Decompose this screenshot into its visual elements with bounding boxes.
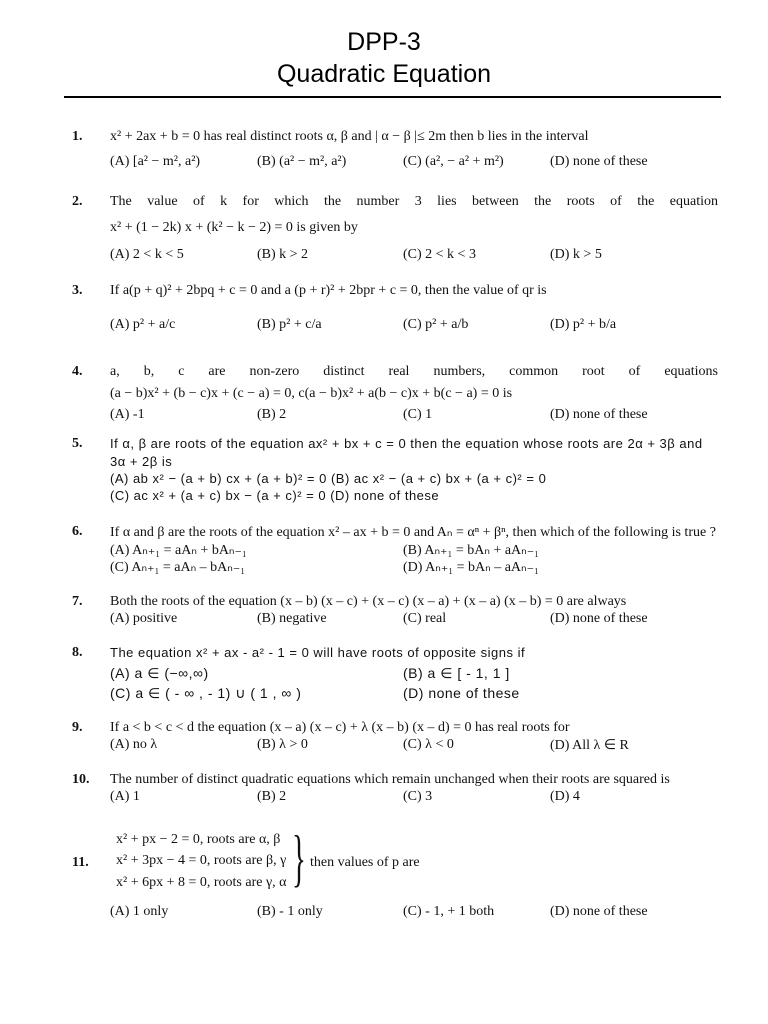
question-text: a, b, c are non-zero distinct real numbers, common root of equations [110,364,718,379]
option-d: (D) 4 [550,789,580,804]
option-a: (A) 1 only [110,904,169,919]
option-a: (A) positive [110,611,178,626]
option-a: (A) -1 [110,407,145,422]
options-a-b: (A) ab x² − (a + b) cx + (a + b)² = 0 (B) ac x² − (a + c) bx + (a + c)² = 0 [110,471,547,486]
option-c: (C) real [403,611,447,626]
option-a: (A) [a² − m², a²) [110,154,201,169]
option-d: (D) Aₙ₊₁ = bAₙ – aAₙ₋₁ [403,560,539,575]
question-text: If α, β are roots of the equation ax² + bx + c = 0 then the equation whose roots are 2α + 3β and [110,436,703,451]
question-text: If a < b < c < d the equation (x – a) (x – c) + λ (x – b) (x – d) = 0 has real roots for [110,720,570,735]
option-c: (C) (a², − a² + m²) [403,154,504,169]
option-b: (B) 2 [257,789,287,804]
question-number: 5. [72,436,83,451]
option-c: (C) Aₙ₊₁ = aAₙ – bAₙ₋₁ [110,560,246,575]
page-subtitle: Quadratic Equation [276,60,492,88]
option-a: (A) 1 [110,789,140,804]
equation-line: x² + px − 2 = 0, roots are α, β [116,832,281,847]
equation-line: x² + 6px + 8 = 0, roots are γ, α [116,875,287,890]
question-number: 6. [72,524,83,539]
option-b: (B) k > 2 [257,247,309,262]
question-number: 8. [72,645,83,660]
option-a: (A) no λ [110,737,158,752]
option-d: (D) p² + b/a [550,317,617,332]
option-d: (D) none of these [550,407,648,422]
option-b: (B) p² + c/a [257,317,322,332]
option-b: (B) a ∈ [ - 1, 1 ] [403,665,510,681]
option-b: (B) Aₙ₊₁ = bAₙ + aAₙ₋₁ [403,543,540,558]
question-number: 2. [72,194,83,209]
option-a: (A) 2 < k < 5 [110,247,184,262]
option-b: (B) (a² − m², a²) [257,154,347,169]
question-number: 1. [72,129,83,144]
option-d: (D) k > 5 [550,247,602,262]
option-d: (D) none of these [550,154,648,169]
question-text: 3α + 2β is [110,454,173,469]
option-d: (D) All λ ∈ R [550,738,629,753]
question-text: (a − b)x² + (b − c)x + (c − a) = 0, c(a − b)x² + a(b − c)x + b(c − a) = 0 is [110,386,513,401]
option-d: (D) none of these [550,611,648,626]
question-number: 11. [72,855,89,870]
option-a: (A) Aₙ₊₁ = aAₙ + bAₙ₋₁ [110,543,247,558]
question-number: 10. [72,772,90,787]
option-b: (B) 2 [257,407,287,422]
question-text: x² + (1 − 2k) x + (k² − k − 2) = 0 is given by [110,220,358,235]
question-text: If α and β are the roots of the equation x² – ax + b = 0 and Aₙ = αⁿ + βⁿ, then which of the following is true ? [110,525,716,540]
option-d: (D) none of these [403,685,520,701]
option-b: (B) negative [257,611,327,626]
question-text: The equation x² + ax - a² - 1 = 0 will have roots of opposite signs if [110,645,526,660]
option-c: (C) a ∈ ( - ∞ , - 1) ∪ ( 1 , ∞ ) [110,685,302,701]
question-number: 7. [72,594,83,609]
question-text: The value of k for which the number 3 lies between the roots of the equation [110,194,718,209]
option-b: (B) λ > 0 [257,737,308,752]
right-brace: } [292,822,306,893]
options-c-d: (C) ac x² + (a + c) bx − (a + c)² = 0 (D) none of these [110,488,440,503]
option-c: (C) 3 [403,789,433,804]
option-c: (C) 1 [403,407,433,422]
option-d: (D) none of these [550,904,648,919]
question-text: Both the roots of the equation (x – b) (x – c) + (x – c) (x – a) + (x – a) (x – b) = 0 are always [110,594,627,609]
page-title: DPP-3 [347,28,421,56]
option-c: (C) - 1, + 1 both [403,904,495,919]
option-c: (C) p² + a/b [403,317,469,332]
title-divider [64,96,721,98]
option-a: (A) p² + a/c [110,317,176,332]
question-text: then values of p are [310,855,420,870]
question-text: The number of distinct quadratic equations which remain unchanged when their roots are squared is [110,772,670,787]
option-c: (C) λ < 0 [403,737,454,752]
equation-line: x² + 3px − 4 = 0, roots are β, γ [116,853,287,868]
option-a: (A) a ∈ (−∞,∞) [110,665,209,681]
question-text: If a(p + q)² + 2bpq + c = 0 and a (p + r)² + 2bpr + c = 0, then the value of qr is [110,283,547,298]
option-c: (C) 2 < k < 3 [403,247,476,262]
question-number: 4. [72,364,83,379]
question-text: x² + 2ax + b = 0 has real distinct roots α, β and | α − β |≤ 2m then b lies in the interval [110,129,589,144]
question-number: 9. [72,720,83,735]
question-number: 3. [72,283,83,298]
option-b: (B) - 1 only [257,904,323,919]
